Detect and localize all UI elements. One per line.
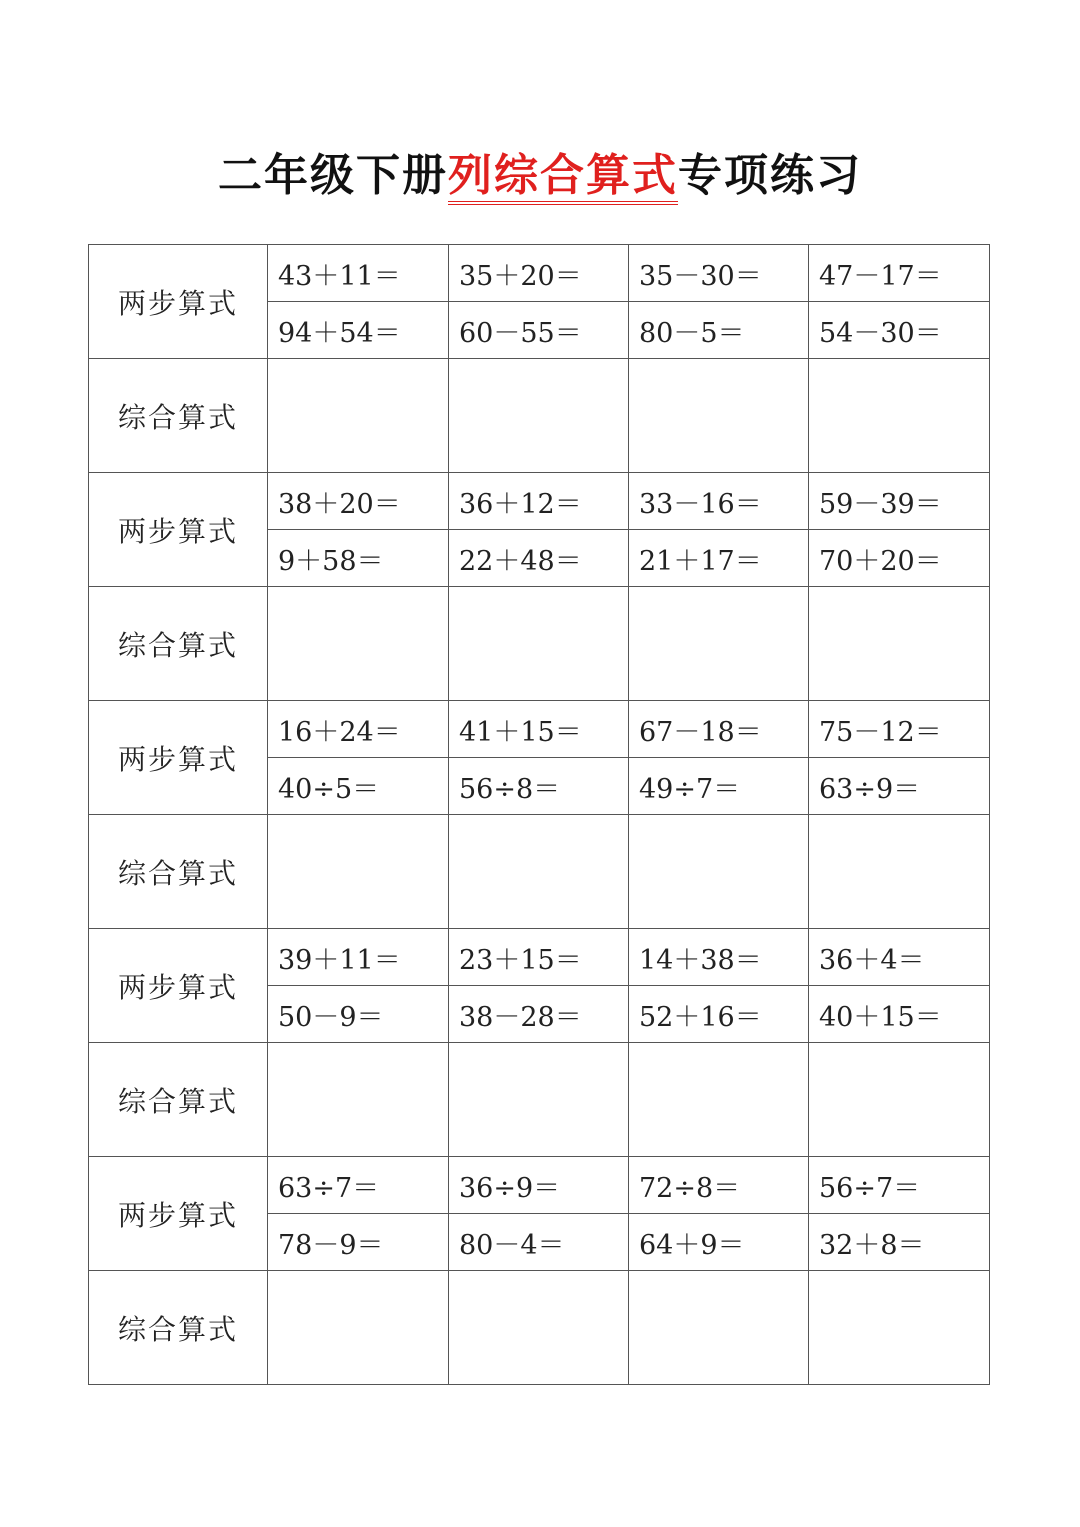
equation-cell: 70＋20＝ — [809, 530, 990, 587]
answer-cell[interactable] — [449, 1271, 629, 1385]
step-label: 两步算式 — [89, 701, 268, 815]
combined-row — [89, 359, 990, 473]
answer-cell[interactable] — [268, 359, 449, 473]
equation-cell: 32＋8＝ — [809, 1214, 990, 1271]
combined-row — [89, 815, 990, 929]
answer-cell[interactable] — [449, 587, 629, 701]
combined-row — [89, 1271, 990, 1385]
worksheet-table — [88, 244, 990, 1385]
answer-cell[interactable] — [629, 815, 809, 929]
equation-cell: 23＋15＝ — [449, 929, 629, 986]
step-row — [89, 929, 990, 986]
equation-cell: 80－5＝ — [629, 302, 809, 359]
step-label: 两步算式 — [89, 245, 268, 359]
answer-cell[interactable] — [629, 1271, 809, 1385]
equation-cell: 64＋9＝ — [629, 1214, 809, 1271]
equation-cell: 50－9＝ — [268, 986, 449, 1043]
equation-cell: 36＋12＝ — [449, 473, 629, 530]
combined-label: 综合算式 — [89, 815, 268, 929]
equation-cell: 75－12＝ — [809, 701, 990, 758]
step-label: 两步算式 — [89, 473, 268, 587]
equation-cell: 22＋48＝ — [449, 530, 629, 587]
equation-cell: 43＋11＝ — [268, 245, 449, 302]
equation-cell: 72÷8＝ — [629, 1157, 809, 1214]
answer-cell[interactable] — [449, 1043, 629, 1157]
equation-cell: 52＋16＝ — [629, 986, 809, 1043]
answer-cell[interactable] — [809, 815, 990, 929]
answer-cell[interactable] — [629, 1043, 809, 1157]
answer-cell[interactable] — [809, 1271, 990, 1385]
equation-cell: 94＋54＝ — [268, 302, 449, 359]
title-highlight: 列综合算式 — [448, 150, 678, 205]
equation-cell: 14＋38＝ — [629, 929, 809, 986]
step-label: 两步算式 — [89, 929, 268, 1043]
step-row — [89, 701, 990, 758]
equation-cell: 40÷5＝ — [268, 758, 449, 815]
equation-cell: 38－28＝ — [449, 986, 629, 1043]
answer-cell[interactable] — [629, 359, 809, 473]
equation-cell: 41＋15＝ — [449, 701, 629, 758]
answer-cell[interactable] — [809, 587, 990, 701]
equation-cell: 56÷7＝ — [809, 1157, 990, 1214]
answer-cell[interactable] — [809, 1043, 990, 1157]
equation-cell: 67－18＝ — [629, 701, 809, 758]
combined-label: 综合算式 — [89, 1043, 268, 1157]
combined-row — [89, 1043, 990, 1157]
equation-cell: 39＋11＝ — [268, 929, 449, 986]
equation-cell: 21＋17＝ — [629, 530, 809, 587]
equation-cell: 54－30＝ — [809, 302, 990, 359]
equation-cell: 38＋20＝ — [268, 473, 449, 530]
answer-cell[interactable] — [268, 815, 449, 929]
equation-cell: 9＋58＝ — [268, 530, 449, 587]
answer-cell[interactable] — [449, 815, 629, 929]
equation-cell: 40＋15＝ — [809, 986, 990, 1043]
equation-cell: 78－9＝ — [268, 1214, 449, 1271]
answer-cell[interactable] — [449, 359, 629, 473]
step-row — [89, 1157, 990, 1214]
title-prefix: 二年级下册 — [218, 150, 448, 201]
equation-cell: 36÷9＝ — [449, 1157, 629, 1214]
equation-cell: 47－17＝ — [809, 245, 990, 302]
combined-row — [89, 587, 990, 701]
equation-cell: 60－55＝ — [449, 302, 629, 359]
equation-cell: 63÷9＝ — [809, 758, 990, 815]
step-label: 两步算式 — [89, 1157, 268, 1271]
equation-cell: 35－30＝ — [629, 245, 809, 302]
equation-cell: 35＋20＝ — [449, 245, 629, 302]
equation-cell: 59－39＝ — [809, 473, 990, 530]
answer-cell[interactable] — [268, 1271, 449, 1385]
equation-cell: 80－4＝ — [449, 1214, 629, 1271]
answer-cell[interactable] — [809, 359, 990, 473]
equation-cell: 49÷7＝ — [629, 758, 809, 815]
combined-label: 综合算式 — [89, 359, 268, 473]
equation-cell: 16＋24＝ — [268, 701, 449, 758]
equation-cell: 36＋4＝ — [809, 929, 990, 986]
step-row — [89, 245, 990, 302]
title-suffix: 专项练习 — [678, 150, 862, 201]
combined-label: 综合算式 — [89, 587, 268, 701]
equation-cell: 33－16＝ — [629, 473, 809, 530]
step-row — [89, 473, 990, 530]
answer-cell[interactable] — [268, 1043, 449, 1157]
answer-cell[interactable] — [268, 587, 449, 701]
page-title — [0, 146, 1080, 206]
answer-cell[interactable] — [629, 587, 809, 701]
combined-label: 综合算式 — [89, 1271, 268, 1385]
equation-cell: 56÷8＝ — [449, 758, 629, 815]
equation-cell: 63÷7＝ — [268, 1157, 449, 1214]
